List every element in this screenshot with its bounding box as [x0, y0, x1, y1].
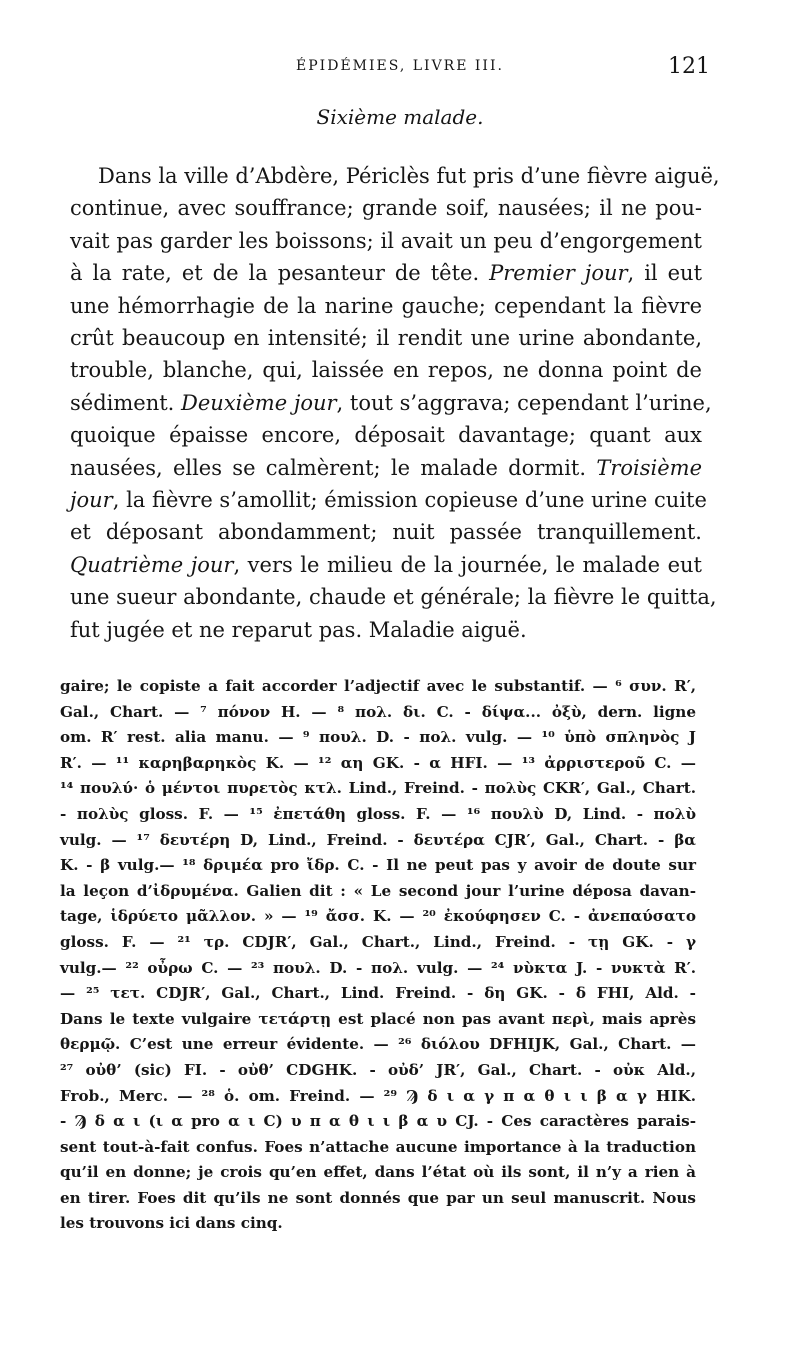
text-segment: continue, avec souffrance; grande soif, nausées; il ne pou- — [70, 196, 702, 221]
body-line — [70, 549, 702, 581]
footnote-line: ¹⁴ πουλύ· ὁ μέντοι πυρετὸς κτλ. Lind., Freind. - πολὺς CKR′, Gal., Chart. — [60, 779, 696, 798]
footnote-line: - πολὺς gloss. F. — ¹⁵ ἐπετάθη gloss. F. — ¹⁶ πουλὺ D, Lind. - πολὺ — [60, 804, 696, 823]
page-number: 121 — [668, 54, 710, 79]
day-label: Troisième — [596, 455, 702, 480]
section-title: Sixième malade. — [316, 105, 484, 129]
main-paragraph — [70, 160, 720, 646]
text-segment: fut jugée et ne reparut pas. Maladie aiguë. — [70, 617, 527, 642]
footnote-line: qu’il en donne; je crois qu’en effet, dans l’état où ils sont, il n’y a rien à — [60, 1163, 696, 1182]
body-line — [70, 452, 702, 484]
footnote-line: tage, ἱδρύετο μᾶλλον. » — ¹⁹ ἄσσ. K. — ²⁰ ἐκούφησεν C. - ἀνεπαύσατο — [60, 907, 696, 926]
body-line — [70, 614, 702, 646]
footnote-line: gloss. F. — ²¹ τρ. CDJR′, Gal., Chart., Lind., Freind. - τῃ GK. - γ — [60, 932, 696, 951]
footnote-line: - Ϡ δ α ι (ι α pro α ι C) υ π α θ ι ι β α υ CJ. - Ces caractères parais- — [60, 1112, 696, 1131]
text-segment: une sueur abondante, chaude et générale; la fièvre le quitta, — [70, 585, 717, 610]
text-segment: , vers le milieu de la journée, le malade eut — [233, 552, 702, 577]
body-line — [70, 225, 702, 257]
text-segment: trouble, blanche, qui, laissée en repos, ne donna point de — [70, 358, 702, 383]
body-line — [70, 160, 720, 192]
body-line — [70, 322, 702, 354]
text-segment: une hémorrhagie de la narine gauche; cependant la fièvre — [70, 293, 702, 318]
running-head: ÉPIDÉMIES, LIVRE III. — [296, 58, 504, 74]
text-segment: nausées, elles se calmèrent; le malade dormit. — [70, 455, 597, 480]
text-segment: sédiment. — [70, 390, 182, 415]
footnote-line: vulg.— ²² οὖρω C. — ²³ πουλ. D. - πολ. vulg. — ²⁴ νὺκτα J. - νυκτὰ R′. — [60, 958, 696, 977]
body-line — [70, 192, 702, 224]
footnote-line: les trouvons ici dans cinq. — [60, 1214, 283, 1233]
footnote-line: Gal., Chart. — ⁷ πόνον H. — ⁸ πολ. δι. C. - δίψα... ὀξὺ, dern. ligne — [60, 702, 696, 721]
body-line — [70, 581, 717, 613]
day-label: Premier jour — [489, 261, 628, 286]
body-line — [70, 257, 702, 289]
body-line — [70, 387, 712, 419]
body-line — [70, 516, 702, 548]
footnote-line: vulg. — ¹⁷ δευτέρη D, Lind., Freind. - δευτέρα CJR′, Gal., Chart. - βα — [60, 830, 696, 849]
footnote-line: θερμῷ. C’est une erreur évidente. — ²⁶ διόλου DFHIJK, Gal., Chart. — — [60, 1035, 696, 1054]
day-label: Deuxième jour — [181, 390, 337, 415]
text-segment: crût beaucoup en intensité; il rendit une urine abondante, — [70, 326, 702, 351]
text-segment: , il eut — [627, 261, 703, 286]
text-segment: vait pas garder les boissons; il avait un peu d’engorgement — [70, 228, 702, 253]
footnote-line: R′. — ¹¹ καρηβαρηκὸς K. — ¹² αη GK. - α HFI. — ¹³ ἀρριστεροῦ C. — — [60, 753, 696, 772]
text-segment: , la fièvre s’amollit; émission copieuse d’une urine cuite — [112, 488, 707, 513]
footnote-line: en tirer. Foes dit qu’ils ne sont donnés que par un seul manuscrit. Nous — [60, 1188, 696, 1207]
footnote-line: om. R′ rest. alia manu. — ⁹ πουλ. D. - πολ. vulg. — ¹⁰ ὑπὸ σπληνὸς J — [60, 728, 696, 747]
footnote-line: K. - β vulg.— ¹⁸ δριμέα pro ἴδρ. C. - Il ne peut pas y avoir de doute sur — [60, 856, 696, 875]
footnote-line: ²⁷ οὐθ’ (sic) FI. - οὐθ’ CDGHK. - οὐδ’ JR′, Gal., Chart. - οὐκ Ald., — [60, 1060, 696, 1079]
text-segment: et déposant abondamment; nuit passée tranquillement. — [70, 520, 702, 545]
text-segment: Dans la ville d’Abdère, Périclès fut pris d’une fièvre aiguë, — [98, 164, 720, 188]
footnote-line: la leçon d’ἰδρυμένα. Galien dit : « Le second jour l’urine déposa davan- — [60, 881, 696, 900]
footnote-line: — ²⁵ τετ. CDJR′, Gal., Chart., Lind. Freind. - δη GK. - δ FHI, Ald. - — [60, 984, 696, 1003]
body-line — [70, 290, 702, 322]
text-segment: , tout s’aggrava; cependant l’urine, — [336, 390, 712, 415]
day-label: jour — [70, 488, 113, 513]
body-line — [70, 484, 707, 516]
text-segment: à la rate, et de la pesanteur de tête. — [70, 261, 490, 286]
footnote-line: sent tout-à-fait confus. Foes n’attache aucune importance à la traduction — [60, 1137, 696, 1156]
footnote-line: gaire; le copiste a fait accorder l’adjectif avec le substantif. — ⁶ συν. R′, — [60, 677, 696, 695]
text-segment: quoique épaisse encore, déposait davantage; quant aux — [70, 423, 702, 448]
footnotes — [60, 674, 696, 1237]
body-line — [70, 419, 702, 451]
body-line — [70, 354, 702, 386]
footnote-line: Frob., Merc. — ²⁸ ὁ. om. Freind. — ²⁹ Ϡ δ ι α γ π α θ ι ι β α γ HIK. — [60, 1086, 696, 1105]
day-label: Quatrième jour — [70, 552, 234, 577]
footnote-line: Dans le texte vulgaire τετάρτῃ est placé non pas avant περὶ, mais après — [60, 1009, 696, 1028]
